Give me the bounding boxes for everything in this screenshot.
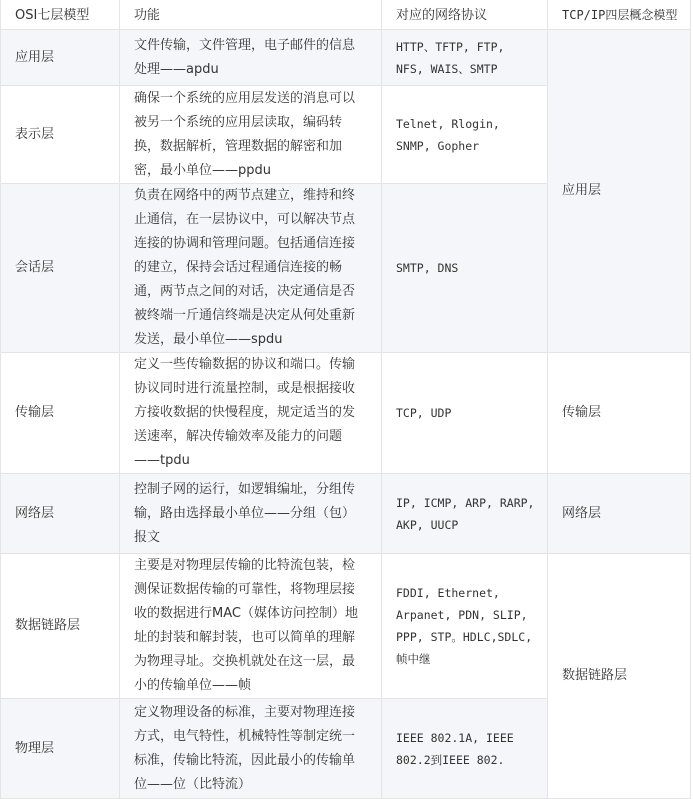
osi-layer-cell: 数据链路层 — [1, 554, 120, 699]
function-cell: 定义物理设备的标准，主要对物理连接方式，电气特性，机械特性等制定统一标准，传输比特流，因此最小的传输单位——位（比特流） — [120, 699, 382, 799]
header-protocols: 对应的网络协议 — [382, 0, 548, 30]
tcpip-layer-cell: 数据链路层 — [548, 554, 691, 799]
function-cell: 确保一个系统的应用层发送的消息可以被另一个系统的应用层读取，编码转换，数据解析，管理数据的解密和加密，最小单位——ppdu — [120, 86, 382, 184]
osi-layer-cell: 物理层 — [1, 699, 120, 799]
function-cell: 文件传输，文件管理，电子邮件的信息处理——apdu — [120, 30, 382, 86]
protocols-cell: IEEE 802.1A, IEEE 802.2到IEEE 802. — [382, 699, 548, 799]
function-cell: 控制子网的运行，如逻辑编址，分组传输，路由选择最小单位——分组（包）报文 — [120, 474, 382, 554]
function-cell: 定义一些传输数据的协议和端口。传输协议同时进行流量控制，或是根据接收方接收数据的快慢程度，规定适当的发送速率，解决传输效率及能力的问题——tpdu — [120, 353, 382, 474]
tcpip-layer-cell: 传输层 — [548, 353, 691, 474]
protocols-cell: HTTP、TFTP, FTP, NFS, WAIS、SMTP — [382, 30, 548, 86]
tcpip-layer-cell: 网络层 — [548, 474, 691, 554]
protocols-cell: FDDI, Ethernet, Arpanet, PDN, SLIP, PPP, STP。HDLC,SDLC,帧中继 — [382, 554, 548, 699]
header-tcpip: TCP/IP四层概念模型 — [548, 0, 691, 30]
protocols-cell: SMTP, DNS — [382, 184, 548, 353]
table-row — [1, 353, 691, 474]
osi-layer-cell: 会话层 — [1, 184, 120, 353]
osi-layer-cell: 应用层 — [1, 30, 120, 86]
table-row — [1, 554, 691, 699]
table-row — [1, 30, 691, 86]
function-cell: 负责在网络中的两节点建立，维持和终止通信，在一层协议中，可以解决节点连接的协调和管理问题。包括通信连接的建立，保持会话过程通信连接的畅通，两节点之间的对话，决定通信是否被终端一斤通信终端是决定从何处重新发送，最小单位——spdu — [120, 184, 382, 353]
osi-layer-cell: 网络层 — [1, 474, 120, 554]
protocols-cell: Telnet, Rlogin, SNMP, Gopher — [382, 86, 548, 184]
function-cell: 主要是对物理层传输的比特流包装，检测保证数据传输的可靠性，将物理层接收的数据进行MAC（媒体访问控制）地址的封装和解封装，也可以简单的理解为物理寻址。交换机就处在这一层，最小的传输单位——帧 — [120, 554, 382, 699]
protocols-cell: IP, ICMP, ARP, RARP, AKP, UUCP — [382, 474, 548, 554]
table-header-row — [1, 0, 691, 30]
osi-layer-cell: 传输层 — [1, 353, 120, 474]
protocols-cell: TCP, UDP — [382, 353, 548, 474]
osi-layer-cell: 表示层 — [1, 86, 120, 184]
tcpip-layer-cell: 应用层 — [548, 30, 691, 353]
table-row — [1, 474, 691, 554]
header-function: 功能 — [120, 0, 382, 30]
header-osi: OSI七层模型 — [1, 0, 120, 30]
